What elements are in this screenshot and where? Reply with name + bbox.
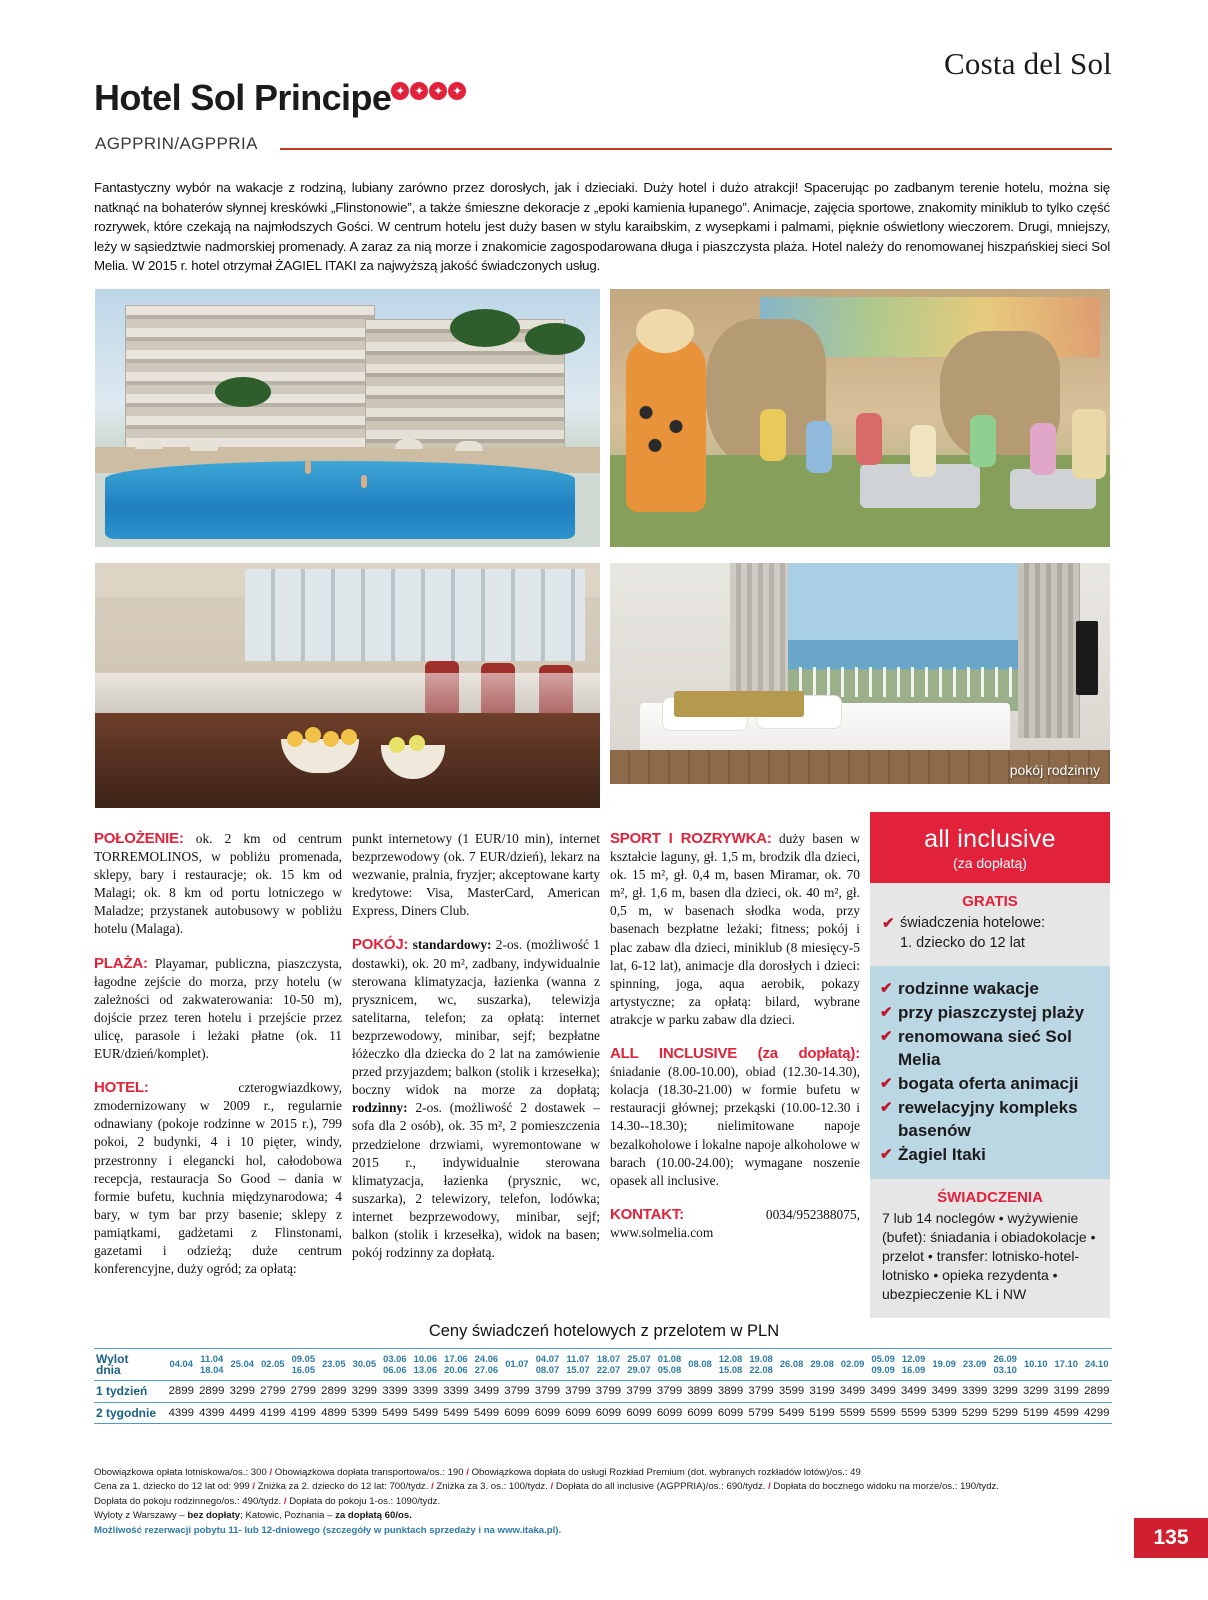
price-cell: 6099 [504, 1406, 530, 1419]
price-cell: 3799 [504, 1385, 530, 1397]
list-item [880, 1143, 1100, 1166]
price-cell: 6099 [717, 1406, 744, 1419]
price-cell: 3799 [626, 1385, 652, 1397]
section-plaza [94, 955, 342, 1064]
price-cell: 3899 [687, 1385, 713, 1397]
price-cell: 5599 [839, 1406, 866, 1419]
text-column-1 [94, 830, 342, 1278]
section-kontakt-text: 0034/952388075, www.solmelia.com [610, 1206, 860, 1240]
price-cell: 3599 [778, 1385, 805, 1397]
price-col-date: 25.07 29.07 [627, 1353, 651, 1375]
price-cell: 3499 [900, 1385, 927, 1397]
palm-icon [450, 309, 520, 347]
sidebar-gratis-list [882, 914, 1098, 953]
price-cell: 3799 [565, 1385, 591, 1397]
section-polozenie-label: POŁOŻENIE: [94, 830, 184, 847]
price-cell: 6099 [595, 1406, 622, 1419]
price-col-date: 10.06 13.06 [413, 1353, 438, 1375]
price-col-date: 12.09 16.09 [901, 1353, 926, 1375]
list-item [882, 914, 1098, 933]
section-pokoj [352, 936, 600, 1262]
price-row-label: 2 tygodnie [96, 1405, 157, 1420]
flintstone-character [626, 337, 706, 512]
section-hotel [94, 1079, 342, 1278]
table-row [94, 1381, 1112, 1403]
price-table-corner-label: Wylot dnia [96, 1352, 129, 1377]
list-item-label: Żagiel Itaki [898, 1145, 986, 1164]
price-col-date: 05.09 09.09 [871, 1353, 895, 1375]
price-cell: 3299 [229, 1385, 255, 1397]
price-cell: 6099 [565, 1406, 591, 1419]
child-figure [970, 415, 996, 467]
price-cell: 5499 [382, 1406, 408, 1419]
price-col-date: 02.05 [261, 1358, 285, 1370]
all-inclusive-sidebar [870, 812, 1110, 1318]
price-cell: 3799 [534, 1385, 561, 1397]
section-pokoj-standard-text: 2-os. (możliwość 1 dostawki), ok. 20 m², zadbany, indywidualnie sterowana klimatyzacja, łazienka (wanna z prysznicem, wc, suszarka), telewizja satelitarna, telefon; za opłatą: internet bezprzewodowy, minibar, sejf; bezpłatne łóżeczko dla dziecka do 2 lat na zamówienie przed przyjazdem; balkon (stolik i krzesełka); boczny widok na morze za dopłatą; [352, 937, 600, 1098]
section-plaza-label: PLAŻA: [94, 954, 148, 972]
list-item [880, 977, 1100, 1000]
price-cell: 6099 [656, 1406, 683, 1419]
flintstone-head [636, 309, 694, 353]
footnote-line: Wyloty z Warszawy – bez dopłaty; Katowic, Poznania – za dopłatą 60/os. [94, 1510, 412, 1522]
footnote-line: Dopłata do pokoju rodzinnego/os.: 490/tydz. / Dopłata do pokoju 1-os.: 1090/tydz. [94, 1495, 441, 1507]
star-rating [391, 82, 466, 100]
curtain-right [1018, 563, 1080, 738]
price-cell: 3499 [870, 1385, 896, 1397]
umbrella-icon [190, 441, 218, 451]
price-col-date: 03.06 06.06 [383, 1353, 407, 1375]
check-icon: ✔ [880, 1146, 893, 1163]
price-cell: 3799 [595, 1385, 622, 1397]
sidebar-services-text: 7 lub 14 noclegów • wyżywienie (bufet): śniadania i obiadokolacje • przelot • transfer: lotnisko-hotel-lotnisko • opieka rezydenta • ubezpieczenie KL i NW [882, 1210, 1096, 1302]
price-col-date: 08.08 [688, 1358, 712, 1370]
price-col-date: 26.09 03.10 [993, 1353, 1017, 1375]
section-sport-text: duży basen w kształcie laguny, gł. 1,5 m, brodzik dla dzieci, ok. 15 m², gł. 0,4 m, basen Miramar, ok. 70 m², gł. 1,6 m, basen dla dzieci, ok. 40 m², gł. 0,5 m, w basenach słodka woda, przy basenach bezpłatne leżaki; fitness; pokój i plac zabaw dla dzieci, miniklub (8 miesięcy-5 lat, 6-12 lat), animacje dla dorosłych i dzieci: spinning, joga, aqua aerobik, pokazy artystyczne; za opłatą: bilard, wybrane atrakcje w parku zabaw dla dzieci. [610, 831, 860, 1027]
section-pokoj-standard-label: standardowy: [412, 937, 492, 953]
price-cell: 3199 [809, 1385, 835, 1397]
sidebar-services-block [870, 1179, 1110, 1318]
child-figure [856, 413, 882, 465]
price-cell: 4599 [1053, 1406, 1079, 1419]
price-col-date: 17.10 [1054, 1358, 1078, 1370]
check-icon: ✔ [880, 1028, 893, 1045]
price-cell: 5499 [443, 1406, 469, 1419]
price-cell: 3499 [931, 1385, 957, 1397]
star-icon: ✦ [391, 82, 409, 100]
section-all-inclusive-text: śniadanie (8.00-10.00), obiad (12.30-14.30), kolacja (18.30-21.00) w formie bufetu w restauracji głównej; przekąski (10.00-12.30 i 14.30--18.30); nielimitowane napoje bezalkoholowe i lokalne napoje alkoholowe w barach (10.00-24.00); wymagane noszenie opasek all inclusive. [610, 1064, 860, 1188]
price-cell: 4199 [260, 1406, 286, 1419]
bed-runner [674, 691, 804, 717]
section-pokoj-family-label: rodzinny: [352, 1100, 408, 1116]
price-cell: 4899 [321, 1406, 347, 1419]
price-cell: 3799 [748, 1385, 774, 1397]
price-col-date: 24.06 27.06 [474, 1353, 499, 1375]
price-col-date: 04.04 [169, 1358, 193, 1370]
price-cell: 4299 [1084, 1406, 1110, 1419]
price-col-date: 19.09 [932, 1358, 956, 1370]
footnotes [94, 1466, 1114, 1538]
table-row [94, 1402, 1112, 1424]
price-col-date: 23.05 [322, 1358, 346, 1370]
price-cell: 3299 [351, 1385, 378, 1397]
hotel-code-row [95, 134, 1112, 154]
price-cell: 3399 [412, 1385, 439, 1397]
photo-room-caption: pokój rodzinny [1009, 762, 1100, 778]
list-item-label: rewelacyjny kompleks basenów [898, 1098, 1078, 1140]
page-number: 135 [1134, 1518, 1208, 1558]
section-polozenie-text: ok. 2 km od centrum TORREMOLINOS, w pobliżu promenada, sklepy, bary i restauracje; ok. 15 km od Malagi; ok. 8 km od portu lotniczego w Maladze; przystanek autobusowy w pobliżu hotelu (Malaga). [94, 831, 342, 937]
price-cell: 3299 [992, 1385, 1018, 1397]
swimmer-figure [305, 461, 311, 474]
price-cell: 5199 [809, 1406, 835, 1419]
price-table-head [94, 1349, 1112, 1381]
list-item-label: renomowana sieć Sol Melia [898, 1027, 1072, 1069]
price-cell: 5499 [778, 1406, 805, 1419]
umbrella-icon [395, 439, 423, 449]
price-cell: 4499 [229, 1406, 255, 1419]
price-cell: 5599 [900, 1406, 927, 1419]
text-column-3 [610, 830, 860, 1242]
photo-restaurant [95, 563, 600, 808]
photo-pool [95, 289, 600, 547]
sidebar-title: all inclusive [924, 825, 1056, 853]
fruit-icon [323, 731, 339, 747]
price-cell: 3299 [1023, 1385, 1049, 1397]
region-title: Costa del Sol [944, 46, 1112, 81]
buffet-sneeze-guard [95, 673, 600, 715]
section-hotel-label: HOTEL: [94, 1079, 149, 1097]
section-polozenie [94, 830, 342, 939]
price-table-header-row [94, 1349, 1112, 1381]
price-cell: 5599 [870, 1406, 896, 1419]
section-kontakt-label: KONTAKT: [610, 1205, 684, 1223]
text-column-2 [352, 830, 600, 1262]
price-cell: 4199 [290, 1406, 316, 1419]
swimmer-figure [361, 475, 367, 488]
hotel-code: AGPPRIN/AGPPRIA [95, 134, 258, 153]
list-item-label: świadczenia hotelowe: [900, 915, 1046, 931]
price-col-date: 04.07 08.07 [535, 1353, 560, 1375]
balcony-railing [785, 667, 1020, 697]
price-cell: 2899 [168, 1385, 194, 1397]
fruit-icon [341, 729, 357, 745]
intro-paragraph: Fantastyczny wybór na wakacje z rodziną, lubiany zarówno przez dorosłych, jak i dzieciaki. Duży hotel i dużo atrakcji! Spacerując po zadbanym terenie hotelu, można się natknąć na bohaterów słynnej kreskówki „Flinstonowie”, a także śmieszne dekoracje z „epoki kamienia łupanego”. Animacje, zajęcia sportowe, znakomity miniklub to tylko część rozrywek, które czekają na najmłodszych Gości. W centrum hotelu jest duży basen w stylu karaibskim, z wysepkami i palmami, pięknie oświetlony wieczorem. Drugi, mniejszy, leży w sąsiedztwie nadmorskiej promenady. A zaraz za nią morze i znakomicie zagospodarowana długa i piaszczysta plaża. Hotel należy do renomowanej hiszpańskiej sieci Sol Melia. W 2015 r. hotel otrzymał ŻAGIEL ITAKI za najwyższą jakość świadczonych usług. [94, 180, 1110, 274]
photo-pool-water [105, 461, 575, 539]
section-all-inclusive [610, 1045, 860, 1190]
price-cell: 3399 [382, 1385, 408, 1397]
price-cell: 3899 [717, 1385, 744, 1397]
sidebar-header [870, 812, 1110, 883]
price-cell: 6099 [534, 1406, 561, 1419]
price-col-date: 11.04 18.04 [200, 1353, 224, 1375]
check-icon: ✔ [882, 915, 895, 932]
check-icon: ✔ [880, 1004, 893, 1021]
price-cell: 3399 [961, 1385, 988, 1397]
umbrella-icon [455, 441, 483, 451]
television-icon [1076, 621, 1098, 695]
price-cell: 6099 [626, 1406, 652, 1419]
sidebar-subtitle: (za dopłatą) [953, 855, 1027, 871]
child-figure [1030, 423, 1056, 475]
fruit-icon [389, 737, 405, 753]
price-col-date: 25.04 [230, 1358, 255, 1370]
price-cell: 6099 [687, 1406, 713, 1419]
page-title: Hotel Sol Principe [94, 77, 392, 118]
section-pokoj-label: POKÓJ: [352, 936, 409, 954]
child-figure [806, 421, 832, 473]
price-cell: 3499 [839, 1385, 866, 1397]
list-item-label: rodzinne wakacje [898, 979, 1039, 998]
star-icon: ✦ [429, 82, 447, 100]
sidebar-gratis-block [870, 883, 1110, 966]
list-item-label: bogata oferta animacji [898, 1074, 1079, 1093]
fruit-icon [305, 727, 321, 743]
price-cell: 2799 [290, 1385, 316, 1397]
price-cell: 2799 [260, 1385, 286, 1397]
price-cell: 4399 [168, 1406, 194, 1419]
hotel-title-block [94, 77, 466, 118]
footnote-line-highlight: Możliwość rezerwacji pobytu 11- lub 12-dniowego (szczegóły w punktach sprzedaży i na www.itaka.pl). [94, 1524, 562, 1536]
price-cell: 4399 [199, 1406, 225, 1419]
section-kontakt [610, 1206, 860, 1242]
price-cell: 3399 [443, 1385, 469, 1397]
child-figure [760, 409, 786, 461]
fruit-icon [409, 735, 425, 751]
price-col-date: 29.08 [810, 1358, 834, 1370]
price-cell: 5199 [1023, 1406, 1049, 1419]
list-item [882, 934, 1098, 953]
photo-restaurant-window [245, 569, 585, 661]
price-col-date: 26.08 [779, 1358, 804, 1370]
child-figure [910, 425, 936, 477]
star-icon: ✦ [448, 82, 466, 100]
price-col-date: 18.07 22.07 [596, 1353, 621, 1375]
palm-icon [525, 323, 585, 355]
photo-kids-club [610, 289, 1110, 547]
price-cell: 2899 [1084, 1385, 1110, 1397]
price-col-date: 01.07 [505, 1358, 529, 1370]
price-col-date: 01.08 05.08 [657, 1353, 682, 1375]
star-icon: ✦ [410, 82, 428, 100]
price-cell: 2899 [199, 1385, 225, 1397]
section-pokoj-family-text: 2-os. (możliwość 2 dostawek – sofa dla 2 osób), ok. 35 m², 2 pomieszczenia przedzielone drzwiami, wyremontowane w 2015 r., indywidualnie sterowana klimatyzacja, łazienka (prysznic, wc, suszarka), 2 telewizory, telefon, lodówka; internet bezprzewodowy, minibar, sejf; balkon (stolik i krzesełka), widok na basen; pokój rodzinny za dopłatą. [352, 1100, 600, 1261]
check-icon: ✔ [880, 980, 893, 997]
section-hotel-continued: punkt internetowy (1 EUR/10 min), internet bezprzewodowy (ok. 7 EUR/dzień), lekarz na wezwanie, pralnia, fryzjer; akceptowane karty kredytowe: Visa, MasterCard, American Express, Diners Club. [352, 831, 600, 919]
list-item [880, 1001, 1100, 1024]
price-cell: 5499 [412, 1406, 439, 1419]
price-cell: 5299 [992, 1406, 1018, 1419]
price-cell: 5799 [748, 1406, 774, 1419]
section-hotel-text: czterogwiazdkowy, zmodernizowany w 2009 r., regularnie odnawiany (pokoje rodzinne w 2015 r.), 799 pokoi, 2 budynki, 4 i 10 pięter, windy, przestronny i elegancki hol, całodobowa recepcja, restauracja So Good – dania w formie bufetu, kuchnia międzynarodowa; 4 bary, w tym bar przy basenie; sklepy z pamiątkami, gadżetami z Flinstonami, gazetami i odzieżą; duże centrum konferencyjne, duży ogród; za opłatą: [94, 1080, 342, 1277]
footnote-line: Cena za 1. dziecko do 12 lat od: 999 / Zniżka za 2. dziecko do 12 lat: 700/tydz. / Zniżka za 3. os.: 100/tydz. / Dopłata do all inclusive (AGPPRIA)/os.: 690/tydz. / Dopłata do bocznego widoku na morze/os.: 190/tydz. [94, 1481, 1000, 1493]
price-table-title: Ceny świadczeń hotelowych z przelotem w PLN [428, 1322, 780, 1340]
sidebar-features-block [870, 966, 1110, 1179]
check-icon: ✔ [880, 1099, 893, 1116]
flintstone-spots [634, 395, 694, 465]
price-col-date: 02.09 [840, 1358, 865, 1370]
price-cell: 2899 [321, 1385, 347, 1397]
section-all-inclusive-label: ALL INCLUSIVE (za dopłatą): [610, 1045, 860, 1063]
price-col-date: 10.10 [1023, 1358, 1048, 1370]
section-sport-label: SPORT I ROZRYWKA: [610, 830, 772, 847]
price-cell: 3499 [473, 1385, 500, 1397]
sidebar-services-title: ŚWIADCZENIA [937, 1189, 1043, 1206]
list-item [880, 1025, 1100, 1071]
sidebar-gratis-title: GRATIS [962, 893, 1018, 910]
price-cell: 5299 [961, 1406, 988, 1419]
fruit-icon [287, 731, 303, 747]
photo-room [610, 563, 1110, 784]
list-item-label: przy piaszczystej plaży [898, 1003, 1085, 1022]
price-cell: 3799 [656, 1385, 683, 1397]
price-col-date: 11.07 15.07 [566, 1353, 590, 1375]
price-col-date: 19.08 22.08 [749, 1353, 773, 1375]
umbrella-icon [135, 439, 163, 449]
list-item-label: 1. dziecko do 12 lat [900, 935, 1025, 951]
palm-icon [215, 377, 271, 407]
price-col-date: 09.05 16.05 [291, 1353, 316, 1375]
price-cell: 5499 [473, 1406, 500, 1419]
section-sport [610, 830, 860, 1029]
price-col-date: 30.05 [352, 1358, 377, 1370]
price-cell: 5399 [931, 1406, 957, 1419]
price-table [94, 1348, 1112, 1424]
list-item [880, 1096, 1100, 1142]
price-cell: 5399 [351, 1406, 378, 1419]
price-table-body [94, 1381, 1112, 1424]
price-col-date: 24.10 [1085, 1358, 1109, 1370]
divider [280, 148, 1112, 150]
price-col-date: 17.06 20.06 [444, 1353, 468, 1375]
check-icon: ✔ [880, 1075, 893, 1092]
price-col-date: 23.09 [962, 1358, 987, 1370]
footnote-line: Obowiązkowa opłata lotniskowa/os.: 300 / Obowiązkowa dopłata transportowa/os.: 190 / Obowiązkowa dopłata do usługi Rozkład Premium (dot. wybranych rozkładów lotów)/os.: 49 [94, 1467, 861, 1478]
mascot-figure [1072, 409, 1106, 479]
price-col-date: 12.08 15.08 [718, 1353, 743, 1375]
section-plaza-text: Playamar, publiczna, piaszczysta, łagodne zejście do morza, przy hotelu (w zależności od zakwaterowania: 10-50 m), dojście przez teren hotelu i przejście przez ulicę, parasole i leżaki płatne (ok. 11 EUR/dzień/komplet). [94, 955, 342, 1062]
price-row-label: 1 tydzień [96, 1384, 148, 1398]
sidebar-features-list [880, 977, 1100, 1166]
list-item [880, 1072, 1100, 1095]
price-cell: 3199 [1053, 1385, 1079, 1397]
